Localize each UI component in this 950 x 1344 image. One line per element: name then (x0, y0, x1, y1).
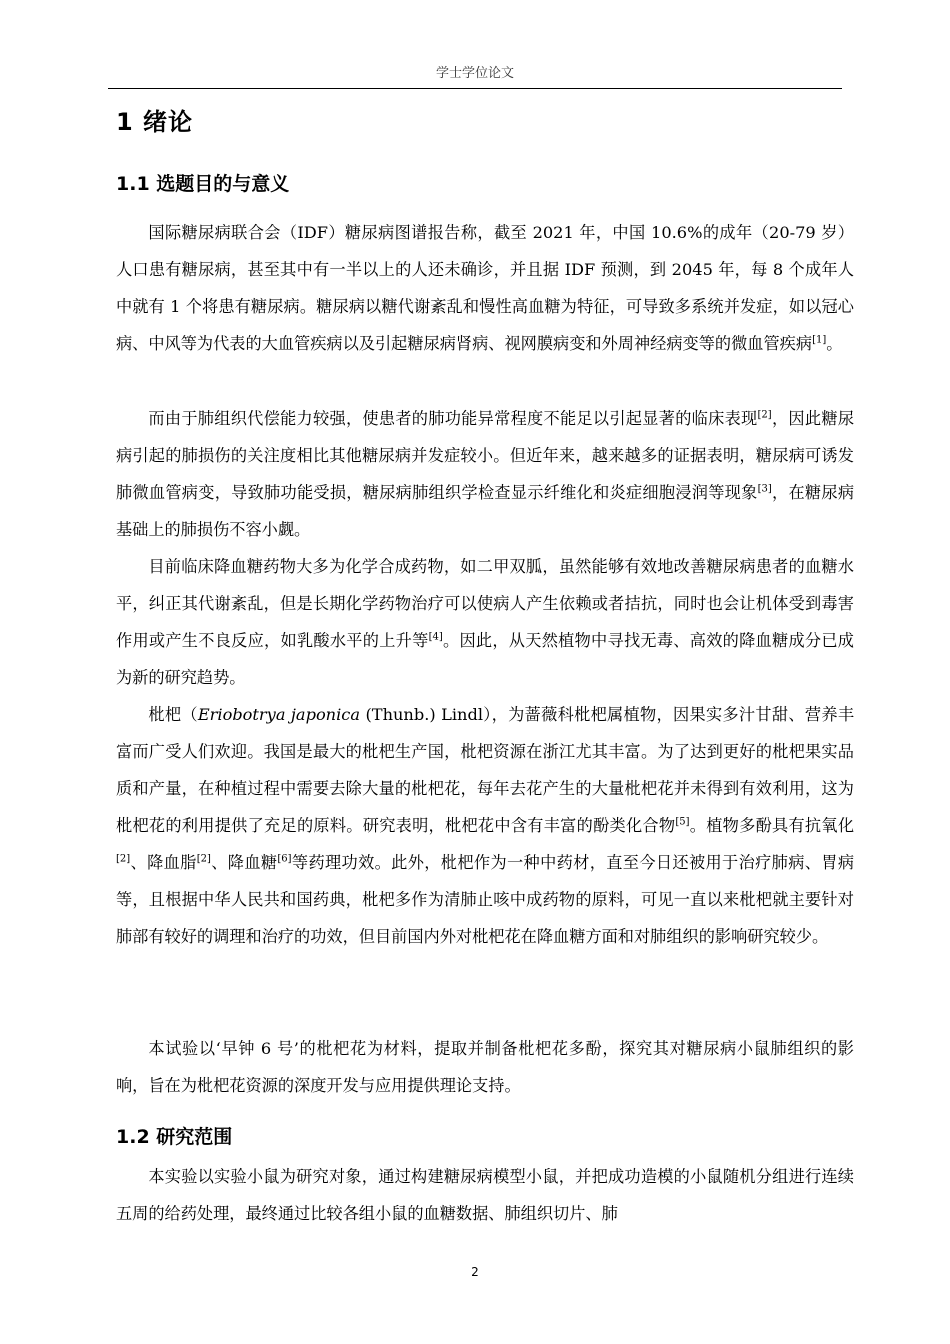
chapter-title: 1 绪论 (116, 108, 194, 136)
paragraph-text: 等药理功效。此外，枇杷作为一种中药材，直至今日还被用于治疗肺病、胃病等，且根据中华人民共和国药典，枇杷多作为清肺止咳中成药物的原料，可见一直以来枇杷就主要针对肺部有较好的调理和治疗的功效，但目前国内外对枇杷花在降血糖方面和对肺组织的影响研究较少。 (116, 853, 855, 946)
paragraph-text: 、降血脂 (130, 853, 197, 872)
paragraph-6 (116, 1158, 854, 1232)
paragraph-1 (116, 214, 854, 362)
paragraph-text: 本试验以‘早钟 6 号’的枇杷花为材料，提取并制备枇杷花多酚，探究其对糖尿病小鼠肺组织的影响，旨在为枇杷花资源的深度开发与应用提供理论支持。 (116, 1039, 854, 1095)
citation-ref: [3] (757, 483, 772, 495)
citation-ref: [2] (196, 853, 211, 865)
page-number: 2 (471, 1265, 479, 1279)
citation-ref: [5] (675, 816, 690, 828)
citation-ref: [2] (757, 409, 772, 421)
running-header: 学士学位论文 (108, 62, 842, 89)
paragraph-text: 、降血糖 (210, 853, 278, 872)
paragraph-text: 目前临床降血糖药物大多为化学合成药物，如二甲双胍，虽然能够有效地改善糖尿病患者的血糖水平，纠正其代谢紊乱，但是长期化学药物治疗可以使病人产生依赖或者拮抗，同时也会让机体受到毒害作用或产生不良反应，如乳酸水平的上升等 (116, 557, 854, 650)
paragraph-4 (116, 696, 854, 955)
paragraph-text: (Thunb.) Lindl），为蔷薇科枇杷属植物，因果实多汁甘甜、营养丰富而广受人们欢迎。我国是最大的枇杷生产国，枇杷资源在浙江尤其丰富。为了达到更好的枇杷果实品质和产量，在种植过程中需要去除大量的枇杷花，每年去花产生的大量枇杷花并未得到有效利用，这为枇杷花的利用提供了充足的原料。研究表明，枇杷花中含有丰富的酚类化合物 (116, 705, 855, 835)
paragraph-2 (116, 400, 854, 548)
citation-ref: [1] (812, 334, 827, 346)
paragraph-text: 而由于肺组织代偿能力较强，使患者的肺功能异常程度不能足以引起显著的临床表现 (148, 409, 758, 428)
paragraph-text: ，在糖尿病基础上的肺损伤不容小觑。 (116, 483, 855, 539)
paragraph-3 (116, 548, 854, 696)
section-title-1-2: 1.2 研究范围 (116, 1126, 233, 1148)
citation-ref: [2] (116, 853, 131, 865)
paragraph-5 (116, 1030, 854, 1104)
paragraph-text: 国际糖尿病联合会（IDF）糖尿病图谱报告称，截至 2021 年，中国 10.6%的成年（20-79 岁）人口患有糖尿病，甚至其中有一半以上的人还未确诊，并且据 IDF 预测，到 2045 年，每 8 个成年人中就有 1 个将患有糖尿病。糖尿病以糖代谢紊乱和慢性高血糖为特征，可导致多系统并发症，如以冠心病、中风等为代表的大血管疾病以及引起糖尿病肾病、视网膜病变和外周神经病变等的微血管疾病 (116, 223, 854, 353)
paragraph-text: 枇杷（ (148, 705, 198, 724)
paragraph-text: ，因此糖尿病引起的肺损伤的关注度相比其他糖尿病并发症较小。但近年来，越来越多的证据表明，糖尿病可诱发肺微血管病变，导致肺功能受损，糖尿病肺组织学检查显示纤维化和炎症细胞浸润等现象 (116, 409, 855, 502)
species-name: Eriobotrya japonica (197, 705, 361, 724)
paragraph-text: 本实验以实验小鼠为研究对象，通过构建糖尿病模型小鼠，并把成功造模的小鼠随机分组进行连续五周的给药处理，最终通过比较各组小鼠的血糖数据、肺组织切片、肺 (116, 1167, 854, 1223)
section-title-1-1: 1.1 选题目的与意义 (116, 173, 290, 195)
citation-ref: [4] (428, 631, 443, 643)
paragraph-text: 。 (826, 334, 843, 353)
paragraph-text: 。植物多酚具有抗氧化 (689, 816, 855, 835)
paragraph-text: 。因此，从天然植物中寻找无毒、高效的降血糖成分已成为新的研究趋势。 (116, 631, 854, 687)
citation-ref: [6] (277, 853, 292, 865)
